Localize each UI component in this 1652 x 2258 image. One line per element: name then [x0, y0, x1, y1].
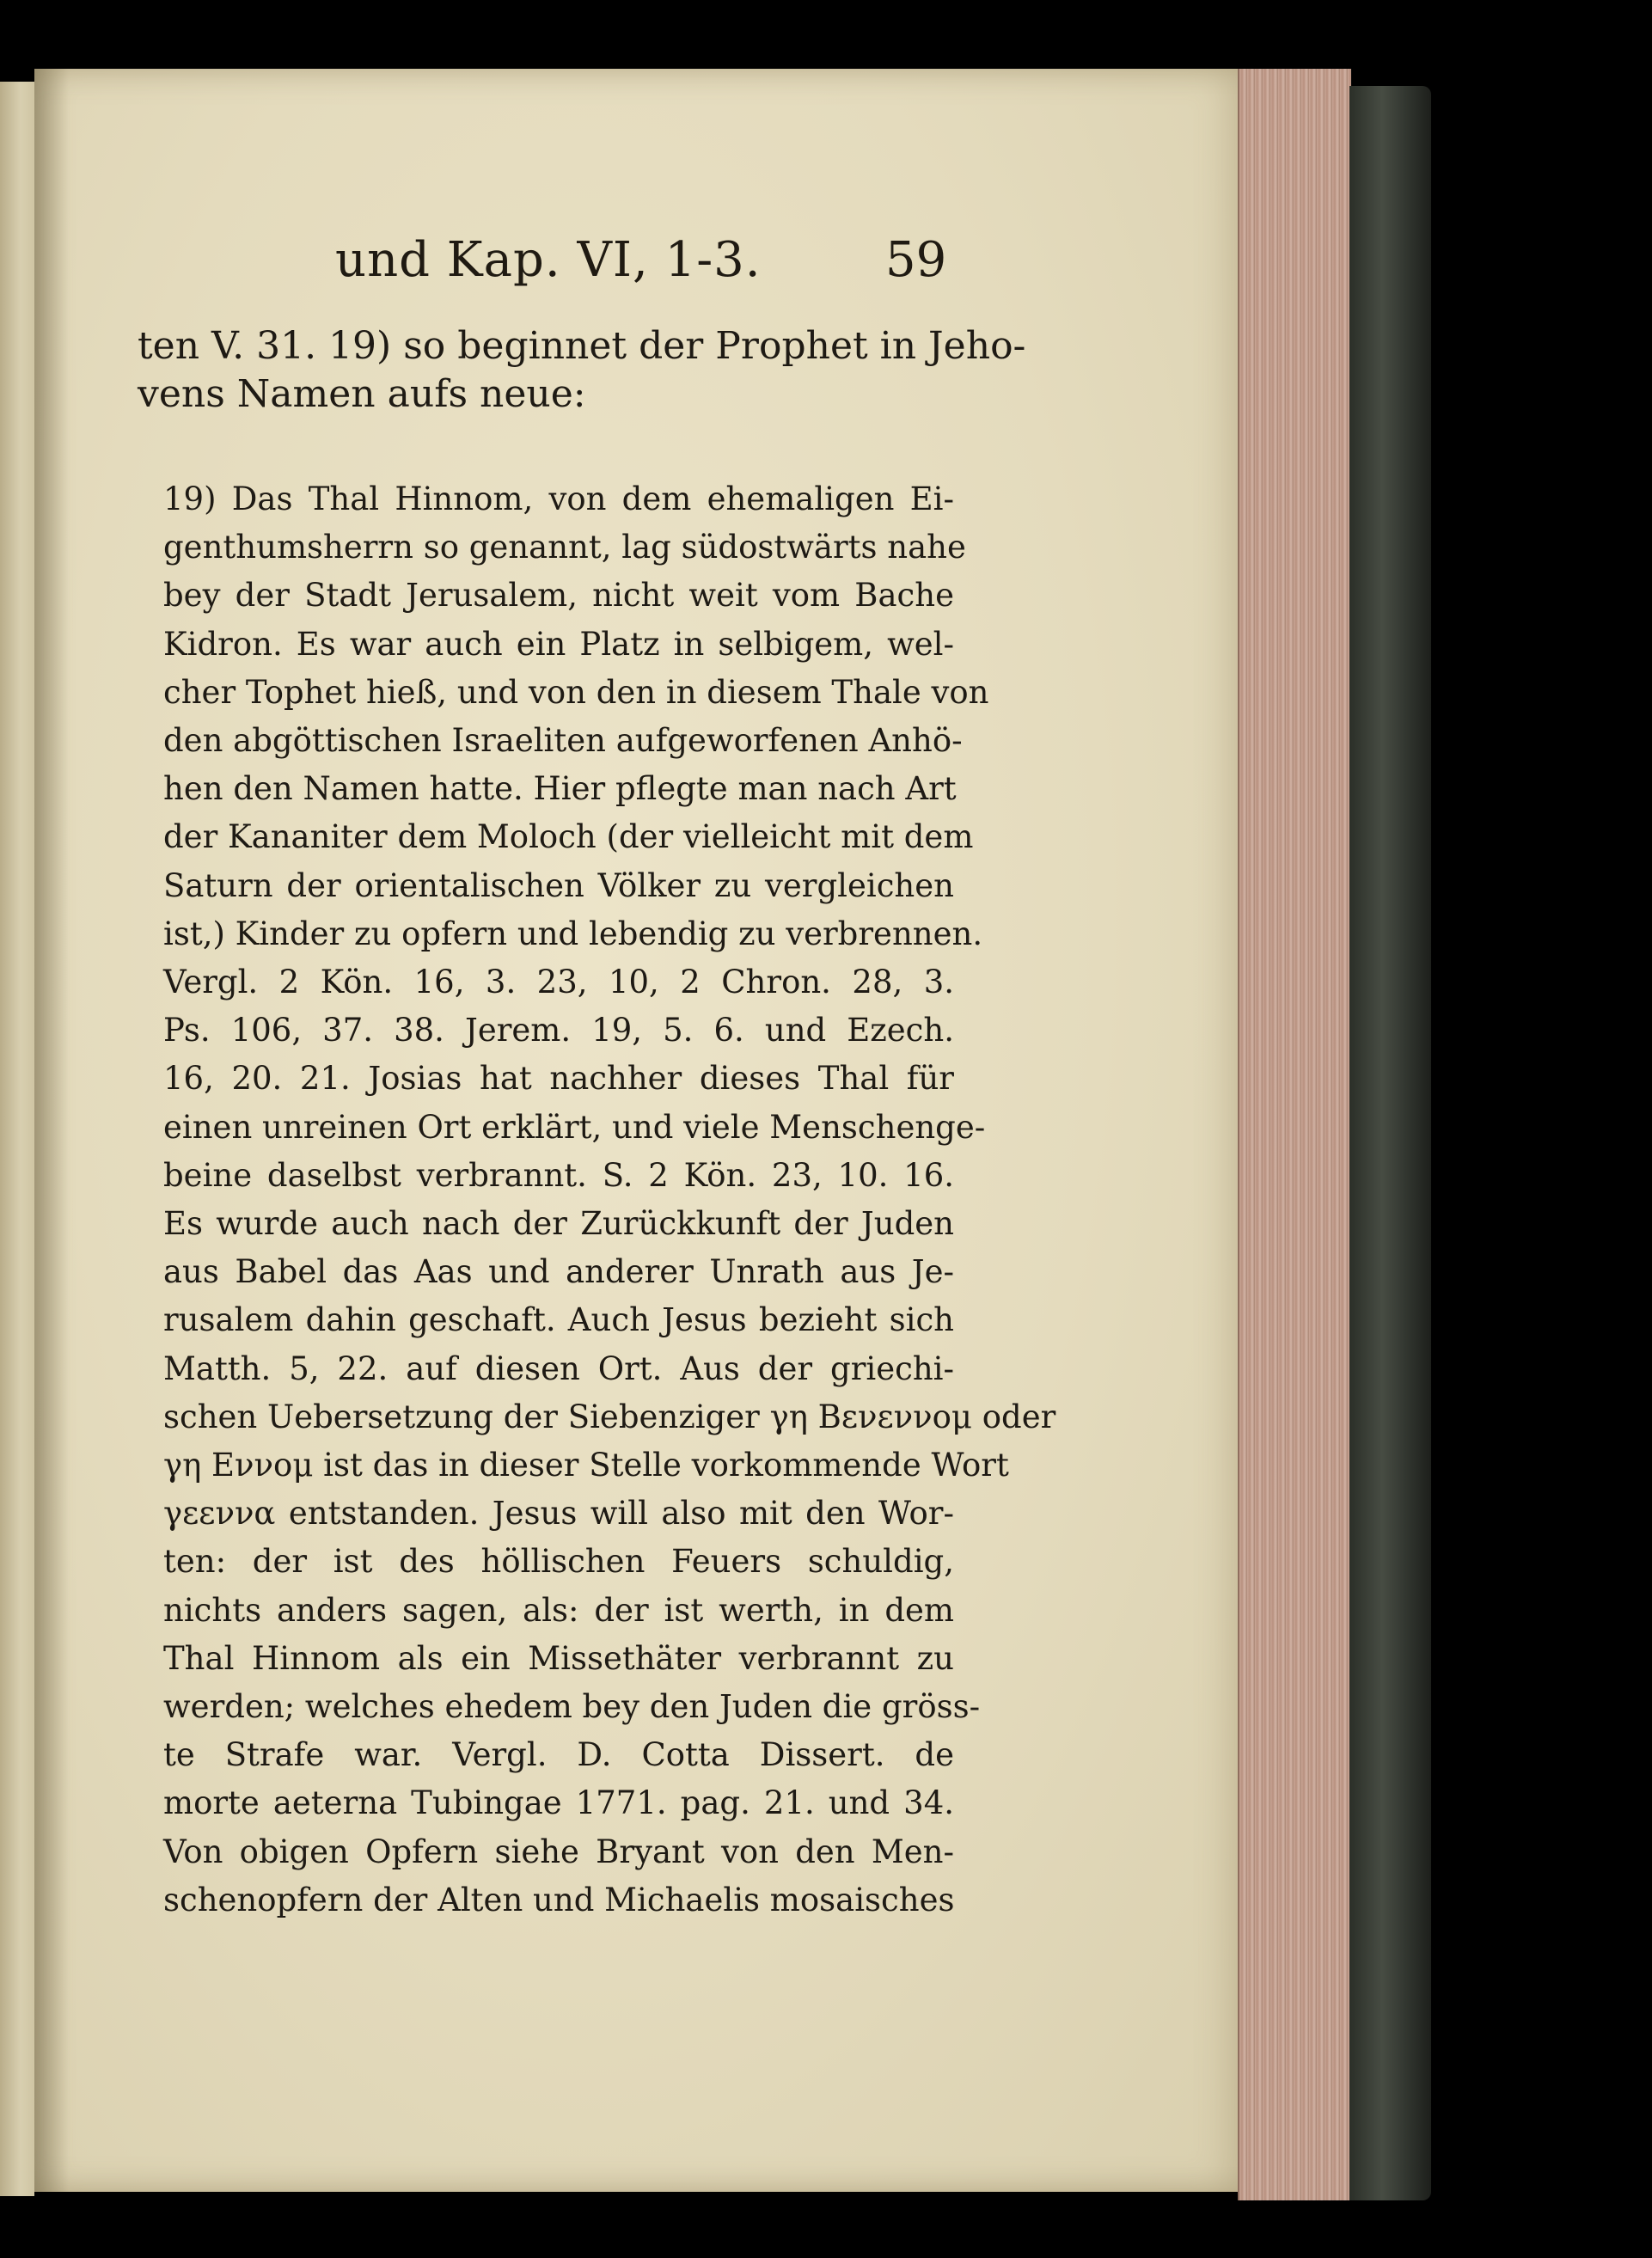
book-cover-edge — [1349, 86, 1431, 2200]
footnote-line: ist,) Kinder zu opfern und lebendig zu verbrennen. — [163, 915, 983, 952]
footnote-line: rusalem dahin geschaft. Auch Jesus bezieht sich — [163, 1301, 954, 1339]
footnote-line: 19) Das Thal Hinnom, von dem ehemaligen Ei- — [163, 480, 954, 517]
text-line: ten V. 31. 19) so beginnet der Prophet in Jeho- — [138, 324, 1026, 368]
page-stack-edges — [1238, 69, 1351, 2200]
footnote-line: einen unreinen Ort erklärt, und viele Menschenge- — [163, 1108, 986, 1146]
footnote-line: ten: der ist des höllischen Feuers schuldig, — [163, 1543, 954, 1581]
footnote-line: schen Uebersetzung der Siebenziger γη Βενεννομ oder — [163, 1398, 1056, 1435]
footnote-line: hen den Namen hatte. Hier pflegte man nach Art — [163, 770, 957, 808]
footnote-line: bey der Stadt Jerusalem, nicht weit vom Bache — [163, 577, 954, 615]
page-gutter-shadow — [34, 69, 69, 2192]
footnote-line: Kidron. Es war auch ein Platz in selbigem, wel- — [163, 625, 954, 663]
footnote-line: 16, 20. 21. Josias hat nachher dieses Thal für — [163, 1060, 954, 1098]
footnote-line: Saturn der orientalischen Völker zu vergleichen — [163, 866, 954, 904]
footnote-line: beine daselbst verbrannt. S. 2 Kön. 23, 10. 16. — [163, 1156, 954, 1194]
footnote-line: Matth. 5, 22. auf diesen Ort. Aus der griechi- — [163, 1349, 954, 1387]
footnote-line: cher Tophet hieß, und von den in diesem Thale von — [163, 673, 989, 711]
footnote-line: aus Babel das Aas und anderer Unrath aus Je- — [163, 1253, 954, 1291]
footnote-line: γεεννα entstanden. Jesus will also mit den Wor- — [163, 1495, 954, 1533]
footnote-line: Von obigen Opfern siehe Bryant von den Men- — [163, 1833, 954, 1870]
footnote-line: genthumsherrn so genannt, lag südostwärts nahe — [163, 529, 966, 566]
footnote-line: morte aeterna Tubingae 1771. pag. 21. und 34. — [163, 1784, 954, 1822]
footnote-line: nichts anders sagen, als: der ist werth, in dem — [163, 1591, 954, 1629]
footnote-line: Ps. 106, 37. 38. Jerem. 19, 5. 6. und Ezech. — [163, 1012, 954, 1049]
footnote-line: γη Εννομ ist das in dieser Stelle vorkommende Wort — [163, 1447, 1009, 1484]
text-line: vens Namen aufs neue: — [138, 372, 586, 416]
footnote-line: werden; welches ehedem bey den Juden die gröss- — [163, 1688, 981, 1726]
footnote-line: Vergl. 2 Kön. 16, 3. 23, 10, 2 Chron. 28, 3. — [163, 964, 954, 1001]
footnote-line: den abgöttischen Israeliten aufgeworfenen Anhö- — [163, 722, 963, 760]
main-text — [138, 322, 1026, 419]
running-head: und Kap. VI, 1-3. — [335, 232, 762, 288]
footnote-line: Thal Hinnom als ein Missethäter verbrannt zu — [163, 1639, 954, 1677]
footnote-line: te Strafe war. Vergl. D. Cotta Dissert. de — [163, 1736, 954, 1774]
page-number: 59 — [885, 232, 947, 288]
footnote-line: Es wurde auch nach der Zurückkunft der Juden — [163, 1205, 954, 1243]
footnote-19 — [163, 475, 1056, 1925]
footnote-line: der Kananiter dem Moloch (der vielleicht mit dem — [163, 818, 974, 856]
facing-page-edge — [0, 82, 34, 2196]
footnote-line: schenopfern der Alten und Michaelis mosaisches — [163, 1881, 955, 1918]
